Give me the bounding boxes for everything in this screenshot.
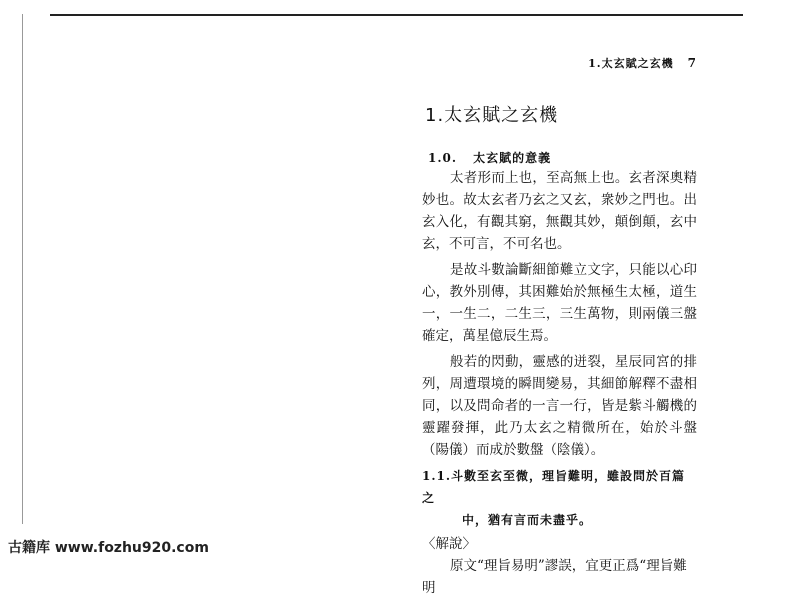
paragraph-2: 是故斗數論斷細節難立文字，只能以心印心，教外別傳，其困難始於無極生太極，道生一，一生二，二生三，三生萬物，則兩儀三盤確定，萬星億辰生焉。 xyxy=(422,262,697,344)
explanation-text: 原文“理旨易明”謬誤，宜更正爲“理旨難明 xyxy=(422,558,687,596)
running-title: 1.太玄賦之玄機 xyxy=(588,57,674,70)
paragraph-1: 太者形而上也，至高無上也。玄者深奧精妙也。故太玄者乃玄之又玄，衆妙之門也。出玄入化，有觀其窮，無觀其妙，顛倒顛，玄中玄，不可言，不可名也。 xyxy=(422,170,697,252)
explanation-label: 〈解說〉 xyxy=(422,536,476,552)
subsection-heading-line-1: 1.1.斗數至玄至微，理旨難明，雖設問於百篇之 xyxy=(422,469,686,505)
running-header xyxy=(588,55,697,71)
subsection-heading-line-2: 中，猶有言而未盡乎。 xyxy=(462,513,593,527)
watermark-footer: 古籍库 www.fozhu920.com xyxy=(8,540,209,556)
section-heading xyxy=(428,149,551,166)
section-title: 太玄賦的意義 xyxy=(473,151,552,165)
paragraph-3: 般若的閃動，靈感的迸裂，星辰同宮的排列，周遭環境的瞬間變易，其細節解釋不盡相同，以及問命者的一言一行，皆是紫斗觸機的靈躍發揮，此乃太玄之精微所在，始於斗盤（陽儀）而成於數盤（陰儀）。 xyxy=(422,354,697,458)
body-text xyxy=(422,167,697,599)
section-number: 1.0. xyxy=(428,151,458,165)
chapter-title: 1.太玄賦之玄機 xyxy=(425,105,559,126)
page-number: 7 xyxy=(687,56,697,70)
left-rule xyxy=(22,14,23,524)
top-rule xyxy=(50,14,743,16)
